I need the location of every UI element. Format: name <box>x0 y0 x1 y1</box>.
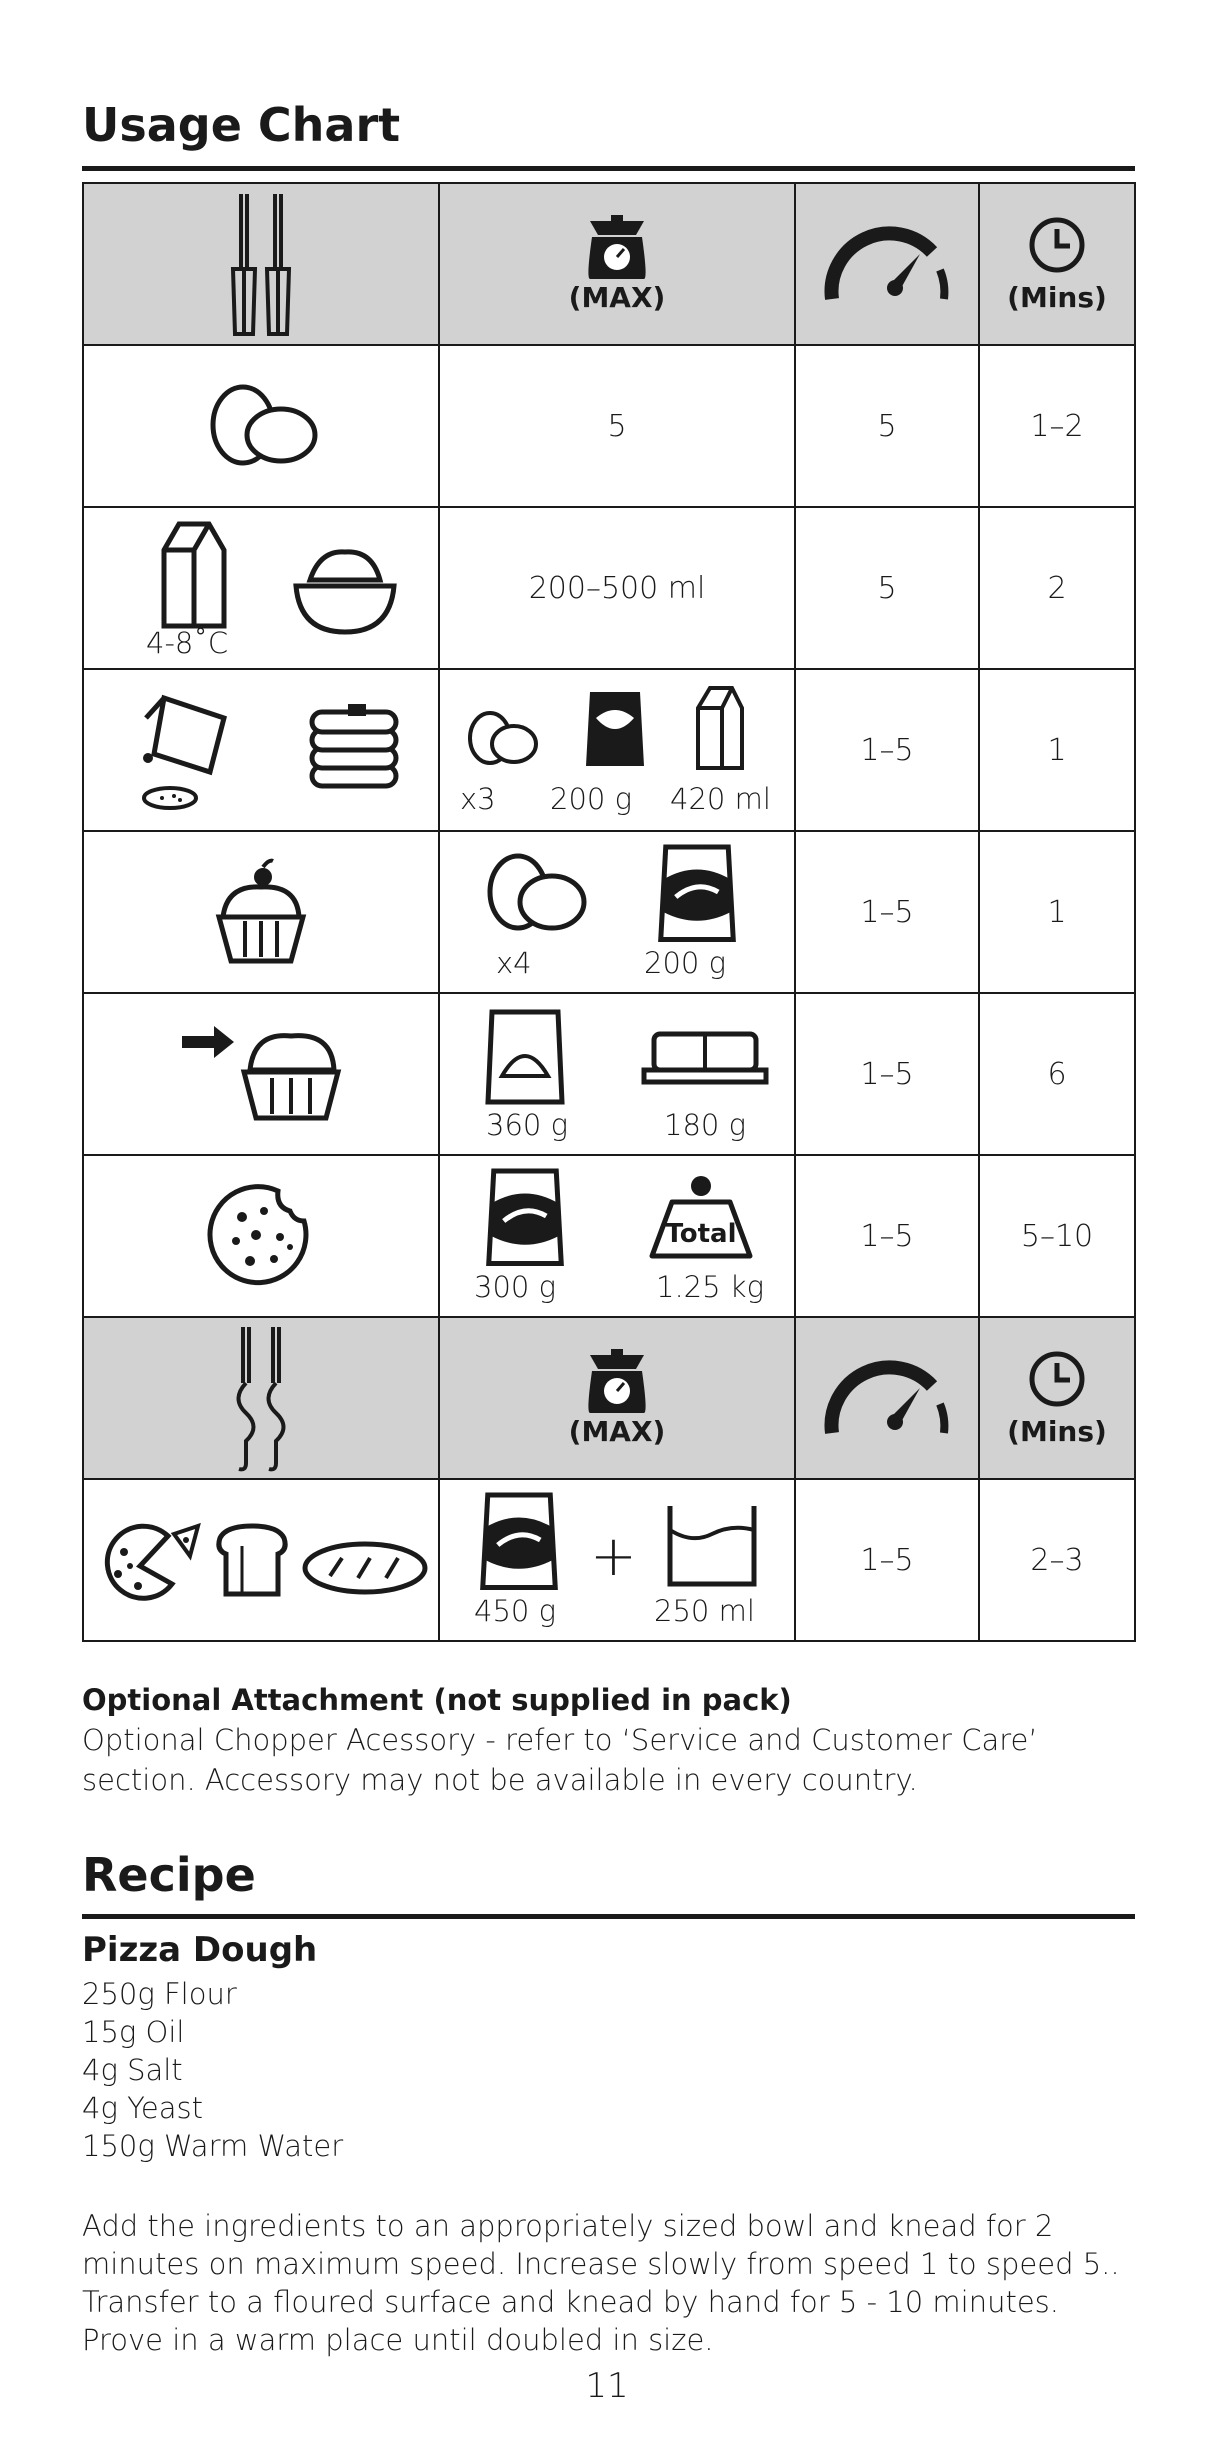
dough-hooks-cell <box>83 1317 439 1479</box>
time-cell: 1 <box>979 669 1135 831</box>
row-cupcake <box>83 831 1135 993</box>
ingredients-cell <box>439 1479 795 1641</box>
method-line: Add the ingredients to an appropriately sized bowl and knead for 2 <box>82 2209 1054 2243</box>
time-header-cell <box>979 183 1135 345</box>
speed-cell: 1–5 <box>795 1479 979 1641</box>
method-line: minutes on maximum speed. Increase slowly from speed 1 to speed 5.. <box>82 2247 1120 2281</box>
mins-label: (Mins) <box>1007 280 1107 314</box>
butter-icon <box>640 1028 770 1088</box>
row-large-cake <box>83 993 1135 1155</box>
cookie-icon <box>206 1181 316 1291</box>
usage-chart-title: Usage Chart <box>82 98 401 152</box>
temperature-label: 4-8˚C <box>146 626 229 660</box>
pouring-jug-icon <box>134 688 234 818</box>
cupcake-cell <box>83 831 439 993</box>
ingredients-cell <box>439 993 795 1155</box>
weight-icon <box>646 1172 756 1262</box>
scale-icon <box>582 1349 652 1415</box>
speed-cell: 1–5 <box>795 1155 979 1317</box>
ingredient-item: 15g Oil <box>82 2015 185 2049</box>
speed-cell: 1–5 <box>795 831 979 993</box>
beaters-cell <box>83 183 439 345</box>
dough-hooks-icon <box>211 1323 311 1473</box>
eggs-cell <box>83 345 439 507</box>
flour-weight-label: 360 g <box>486 1108 568 1142</box>
speed-cell: 5 <box>795 345 979 507</box>
row-dough <box>83 1479 1135 1641</box>
header-row-dough-hooks <box>83 1317 1135 1479</box>
ingredients-cell <box>439 669 795 831</box>
ingredient-item: 4g Yeast <box>82 2091 204 2125</box>
mins-label: (Mins) <box>1007 1414 1107 1448</box>
egg-count-label: x3 <box>460 782 496 816</box>
whipped-cream-bowl-icon <box>290 546 400 636</box>
flour-weight-label: 200 g <box>644 946 726 980</box>
optional-text-line-1: Optional Chopper Acessory - refer to ‘Service and Customer Care’ <box>82 1723 1038 1757</box>
recipe-rule <box>82 1914 1135 1919</box>
clock-icon <box>1027 215 1087 275</box>
butter-weight-label: 180 g <box>664 1108 746 1142</box>
cream-cell <box>83 507 439 669</box>
time-cell: 2 <box>979 507 1135 669</box>
water-volume-label: 250 ml <box>654 1594 755 1628</box>
pizza-icon <box>94 1512 204 1612</box>
cookie-cell <box>83 1155 439 1317</box>
flour-weight-label: 200 g <box>550 782 632 816</box>
batter-cell <box>83 669 439 831</box>
row-cookie <box>83 1155 1135 1317</box>
title-rule <box>82 166 1135 171</box>
header-row-beaters <box>83 183 1135 345</box>
max-label: (MAX) <box>568 280 666 314</box>
speed-header-cell <box>795 1317 979 1479</box>
scale-icon <box>582 215 652 281</box>
cupcake-icon <box>211 857 311 967</box>
cupcake-icon <box>236 1022 346 1122</box>
page-number: 11 <box>585 2366 629 2406</box>
max-cell: 200–500 ml <box>439 507 795 669</box>
eggs-icon <box>480 850 590 940</box>
usage-chart-table <box>82 182 1136 1642</box>
plus-sign: + <box>590 1524 637 1589</box>
milk-carton-icon <box>692 684 748 772</box>
max-label: (MAX) <box>568 1414 666 1448</box>
time-cell: 1–2 <box>979 345 1135 507</box>
baguette-icon <box>300 1538 430 1598</box>
flour-bag-icon <box>652 842 742 942</box>
pancake-stack-icon <box>304 700 404 800</box>
method-line: Prove in a warm place until doubled in size. <box>82 2323 714 2357</box>
row-batter <box>83 669 1135 831</box>
total-label: Total <box>665 1219 737 1249</box>
speed-cell: 5 <box>795 507 979 669</box>
eggs-icon <box>201 381 321 471</box>
eggs-icon <box>462 708 542 768</box>
method-line: Transfer to a floured surface and knead by hand for 5 - 10 minutes. <box>82 2285 1059 2319</box>
time-header-cell <box>979 1317 1135 1479</box>
optional-text-line-2: section. Accessory may not be available in every country. <box>82 1763 918 1797</box>
time-cell: 5–10 <box>979 1155 1135 1317</box>
row-cream <box>83 507 1135 669</box>
ingredients-cell <box>439 831 795 993</box>
milk-volume-label: 420 ml <box>670 782 771 816</box>
arrow-right-icon <box>180 1024 236 1060</box>
ingredient-item: 4g Salt <box>82 2053 183 2087</box>
time-cell: 6 <box>979 993 1135 1155</box>
ingredients-cell <box>439 1155 795 1317</box>
flour-bag-icon <box>474 1490 564 1590</box>
ingredient-item: 150g Warm Water <box>82 2129 344 2163</box>
total-weight-label: 1.25 kg <box>656 1270 764 1304</box>
egg-count-label: x4 <box>496 946 532 980</box>
speed-cell: 1–5 <box>795 993 979 1155</box>
ingredient-item: 250g Flour <box>82 1977 237 2011</box>
speed-gauge-icon <box>822 224 952 304</box>
max-cell: 5 <box>439 345 795 507</box>
weight-header-cell <box>439 1317 795 1479</box>
speed-cell: 1–5 <box>795 669 979 831</box>
bread-loaf-icon <box>212 1520 292 1600</box>
optional-heading: Optional Attachment (not supplied in pack) <box>82 1683 792 1717</box>
large-cake-cell <box>83 993 439 1155</box>
weight-header-cell <box>439 183 795 345</box>
beaters-icon <box>211 189 311 339</box>
time-cell: 1 <box>979 831 1135 993</box>
milk-carton-icon <box>154 520 234 630</box>
flour-bag-icon <box>580 688 650 768</box>
flour-weight-label: 450 g <box>474 1594 556 1628</box>
flour-sack-icon <box>480 1006 570 1106</box>
water-bowl-icon <box>662 1500 762 1590</box>
speed-header-cell <box>795 183 979 345</box>
flour-weight-label: 300 g <box>474 1270 556 1304</box>
recipe-name: Pizza Dough <box>82 1930 318 1970</box>
time-cell: 2–3 <box>979 1479 1135 1641</box>
speed-gauge-icon <box>822 1358 952 1438</box>
dough-cell <box>83 1479 439 1641</box>
recipe-title: Recipe <box>82 1848 256 1902</box>
row-eggs <box>83 345 1135 507</box>
flour-bag-icon <box>480 1166 570 1266</box>
clock-icon <box>1027 1349 1087 1409</box>
